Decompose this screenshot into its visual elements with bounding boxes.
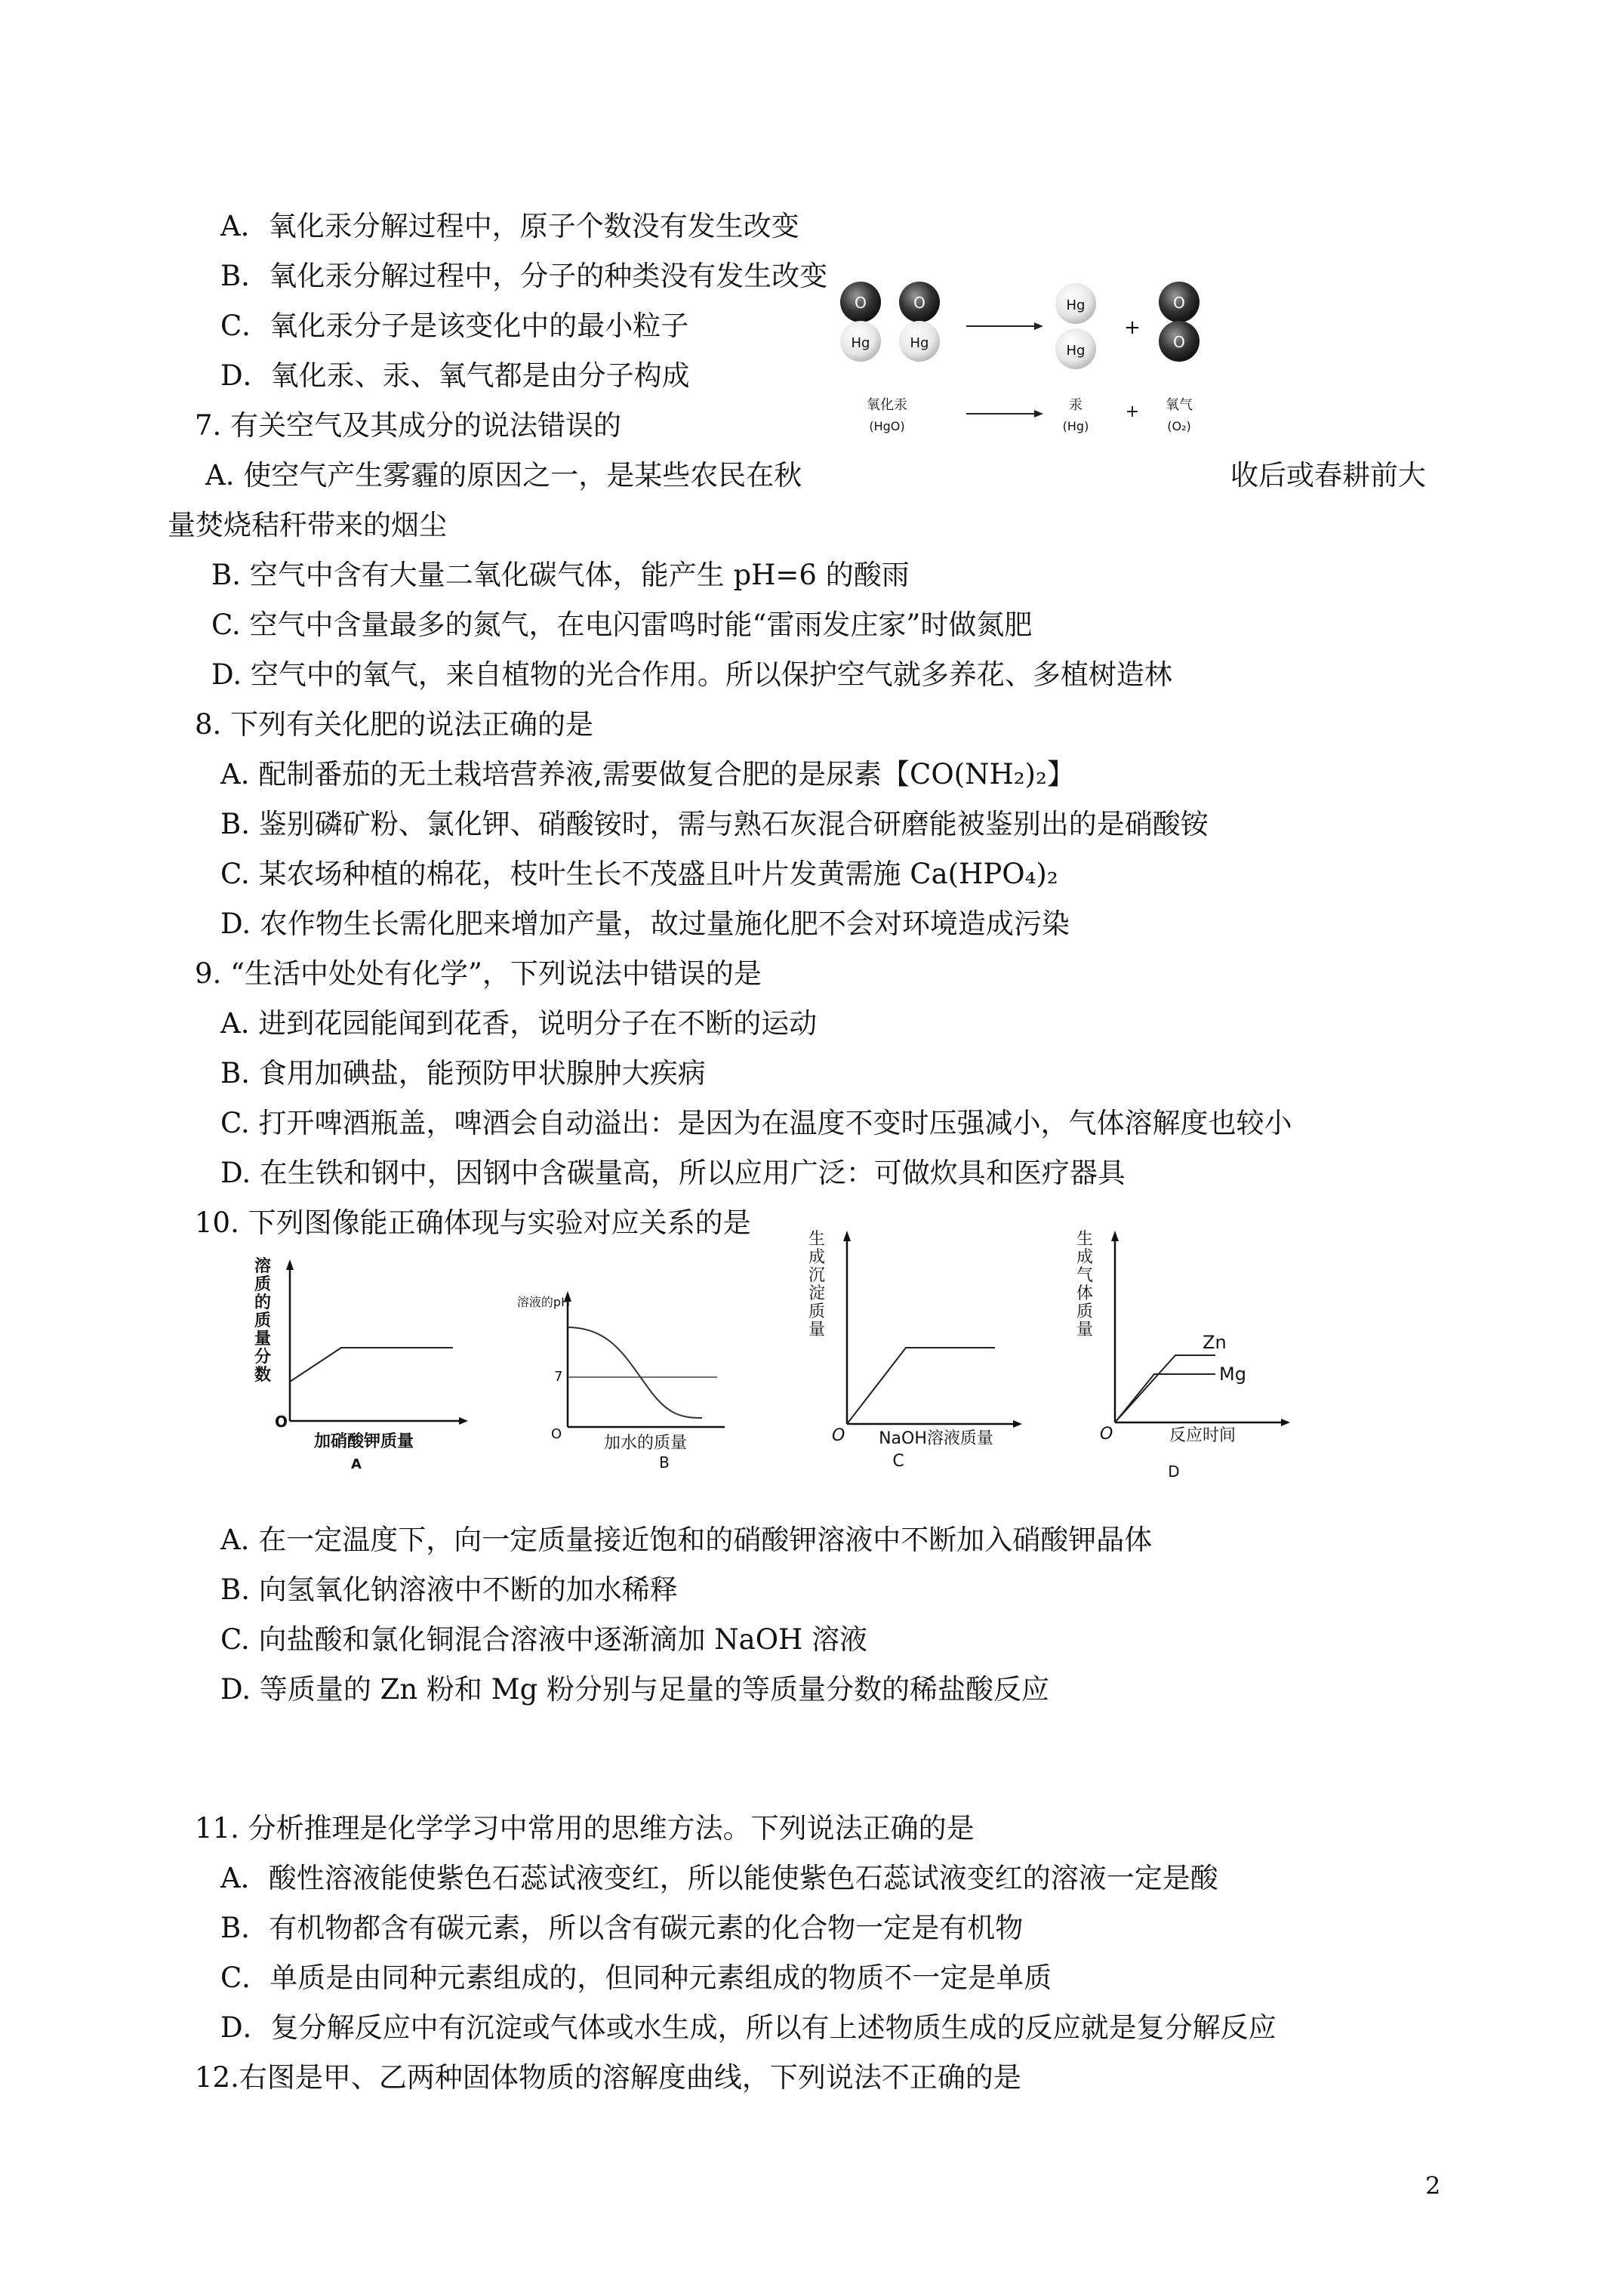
- q9-option-a: A. 进到花园能闻到花香，说明分子在不断的运动: [220, 1007, 818, 1040]
- q7-option-c: C. 空气中含量最多的氮气，在电闪雷鸣时能“雷雨发庄家”时做氮肥: [211, 609, 1033, 641]
- svg-text:O: O: [832, 1426, 845, 1445]
- graph-c-curve: [847, 1348, 995, 1424]
- svg-text:Zn: Zn: [1203, 1332, 1227, 1353]
- svg-text:Hg: Hg: [1066, 297, 1086, 313]
- svg-text:O: O: [551, 1426, 562, 1442]
- q6-option-b: B．氧化汞分解过程中，分子的种类没有发生改变: [220, 260, 828, 292]
- q11-option-a: A．酸性溶液能使紫色石蕊试液变红，所以能使紫色石蕊试液变红的溶液一定是酸: [220, 1862, 1218, 1894]
- svg-text:Hg: Hg: [1066, 343, 1086, 359]
- q7-option-a: A. 使空气产生雾霾的原因之一，是某些农民在秋: [205, 459, 802, 492]
- q7-option-d: D. 空气中的氧气，来自植物的光合作用。所以保护空气就多养花、多植树造林: [211, 658, 1172, 691]
- hgo-molecule-2: [899, 282, 940, 362]
- graph-b-curve: [568, 1327, 702, 1418]
- graph-d-ylabel: 生成气体质量: [1076, 1230, 1094, 1339]
- q9-option-b: B. 食用加碘盐，能预防甲状腺肿大疾病: [220, 1057, 706, 1089]
- q10-stem: 10. 下列图像能正确体现与实验对应关系的是: [195, 1207, 751, 1239]
- q8-option-c: C. 某农场种植的棉花，枝叶生长不茂盛且叶片发黄需施 Ca(HPO₄)₂: [220, 858, 1058, 890]
- q8-option-a: A. 配制番茄的无土栽培营养液,需要做复合肥的是尿素【CO(NH₂)₂】: [220, 758, 1075, 791]
- svg-text:B: B: [659, 1453, 670, 1472]
- svg-text:O: O: [275, 1413, 288, 1431]
- svg-text:溶液的pH: 溶液的pH: [516, 1295, 571, 1309]
- q7-option-b: B. 空气中含有大量二氧化碳气体，能产生 pH=6 的酸雨: [211, 559, 910, 591]
- graph-d-zn-line: [1115, 1355, 1215, 1422]
- svg-text:(HgO): (HgO): [869, 419, 905, 433]
- q10-option-a: A. 在一定温度下，向一定质量接近饱和的硝酸钾溶液中不断加入硝酸钾晶体: [220, 1524, 1153, 1556]
- graph-a-ylabel: 溶质的质量分数: [254, 1257, 272, 1385]
- svg-text:7: 7: [554, 1369, 563, 1385]
- q8-option-d: D. 农作物生长需化肥来增加产量，故过量施化肥不会对环境造成污染: [220, 908, 1070, 940]
- svg-text:汞: 汞: [1069, 397, 1083, 413]
- svg-text:D: D: [1168, 1462, 1180, 1481]
- q6-option-d: D．氧化汞、汞、氧气都是由分子构成: [220, 359, 690, 392]
- svg-text:反应时间: 反应时间: [1169, 1426, 1236, 1445]
- svg-text:NaOH溶液质量: NaOH溶液质量: [879, 1429, 993, 1448]
- q8-stem: 8. 下列有关化肥的说法正确的是: [195, 708, 594, 741]
- svg-text:O: O: [1100, 1425, 1113, 1444]
- graph-d: [1061, 1223, 1302, 1495]
- q7-option-a-cont: 收后或春耕前大: [1230, 459, 1426, 492]
- svg-text:Hg: Hg: [910, 335, 929, 351]
- page-number: 2: [1425, 2171, 1441, 2200]
- q6-option-c: C．氧化汞分子是该变化中的最小粒子: [220, 310, 689, 342]
- svg-text:(O₂): (O₂): [1167, 419, 1191, 433]
- svg-text:加水的质量: 加水的质量: [603, 1434, 688, 1453]
- q9-option-c: C. 打开啤酒瓶盖，啤酒会自动溢出：是因为在温度不变时压强减小，气体溶解度也较小: [220, 1107, 1292, 1139]
- q7-option-a-wrap: 量焚烧秸秆带来的烟尘: [168, 509, 447, 541]
- svg-text:Hg: Hg: [851, 335, 870, 351]
- q10-option-c: C. 向盐酸和氯化铜混合溶液中逐渐滴加 NaOH 溶液: [220, 1623, 868, 1656]
- svg-text:氧化汞: 氧化汞: [867, 397, 907, 413]
- q11-option-d: D．复分解反应中有沉淀或气体或水生成，所以有上述物质生成的反应就是复分解反应: [220, 2011, 1277, 2044]
- svg-text:+: +: [1124, 316, 1141, 339]
- q11-option-b: B．有机物都含有碳元素，所以含有碳元素的化合物一定是有机物: [220, 1912, 1024, 1944]
- svg-text:O: O: [913, 294, 925, 312]
- svg-text:+: +: [1125, 402, 1140, 421]
- graph-a: [243, 1253, 470, 1472]
- graph-c-ylabel: 生成沉淀质量: [808, 1230, 826, 1339]
- q9-option-d: D. 在生铁和钢中，因钢中含碳量高，所以应用广泛：可做炊具和医疗器具: [220, 1157, 1126, 1189]
- svg-text:O: O: [855, 294, 867, 312]
- hgo-molecule-1: [840, 282, 881, 362]
- svg-text:加硝酸钾质量: 加硝酸钾质量: [313, 1432, 414, 1451]
- q8-option-b: B. 鉴别磷矿粉、氯化钾、硝酸铵时，需与熟石灰混合研磨能被鉴别出的是硝酸铵: [220, 808, 1209, 840]
- graph-c: [793, 1223, 1034, 1472]
- svg-text:A: A: [351, 1456, 362, 1472]
- svg-text:O: O: [1173, 294, 1185, 312]
- mercury-oxide-decomposition-diagram: [830, 272, 1253, 453]
- q11-stem: 11. 分析推理是化学学习中常用的思维方法。下列说法正确的是: [195, 1812, 975, 1845]
- svg-text:氧气: 氧气: [1166, 397, 1193, 413]
- q12-stem: 12.右图是甲、乙两种固体物质的溶解度曲线，下列说法不正确的是: [195, 2061, 1021, 2094]
- graph-d-mg-line: [1115, 1374, 1215, 1422]
- q11-option-c: C．单质是由同种元素组成的，但同种元素组成的物质不一定是单质: [220, 1962, 1052, 1994]
- svg-text:O: O: [1173, 333, 1185, 351]
- q10-option-d: D. 等质量的 Zn 粉和 Mg 粉分别与足量的等质量分数的稀盐酸反应: [220, 1673, 1050, 1706]
- graph-a-curve: [290, 1348, 453, 1382]
- svg-text:Mg: Mg: [1219, 1364, 1246, 1385]
- q9-stem: 9. “生活中处处有化学”，下列说法中错误的是: [195, 957, 762, 990]
- graph-b: [516, 1284, 747, 1472]
- q6-option-a: A．氧化汞分解过程中，原子个数没有发生改变: [220, 210, 799, 242]
- q10-option-b: B. 向氢氧化钠溶液中不断的加水稀释: [220, 1573, 678, 1606]
- q7-stem: 7. 有关空气及其成分的说法错误的: [195, 409, 622, 442]
- svg-text:(Hg): (Hg): [1062, 419, 1089, 433]
- svg-text:C: C: [892, 1452, 904, 1471]
